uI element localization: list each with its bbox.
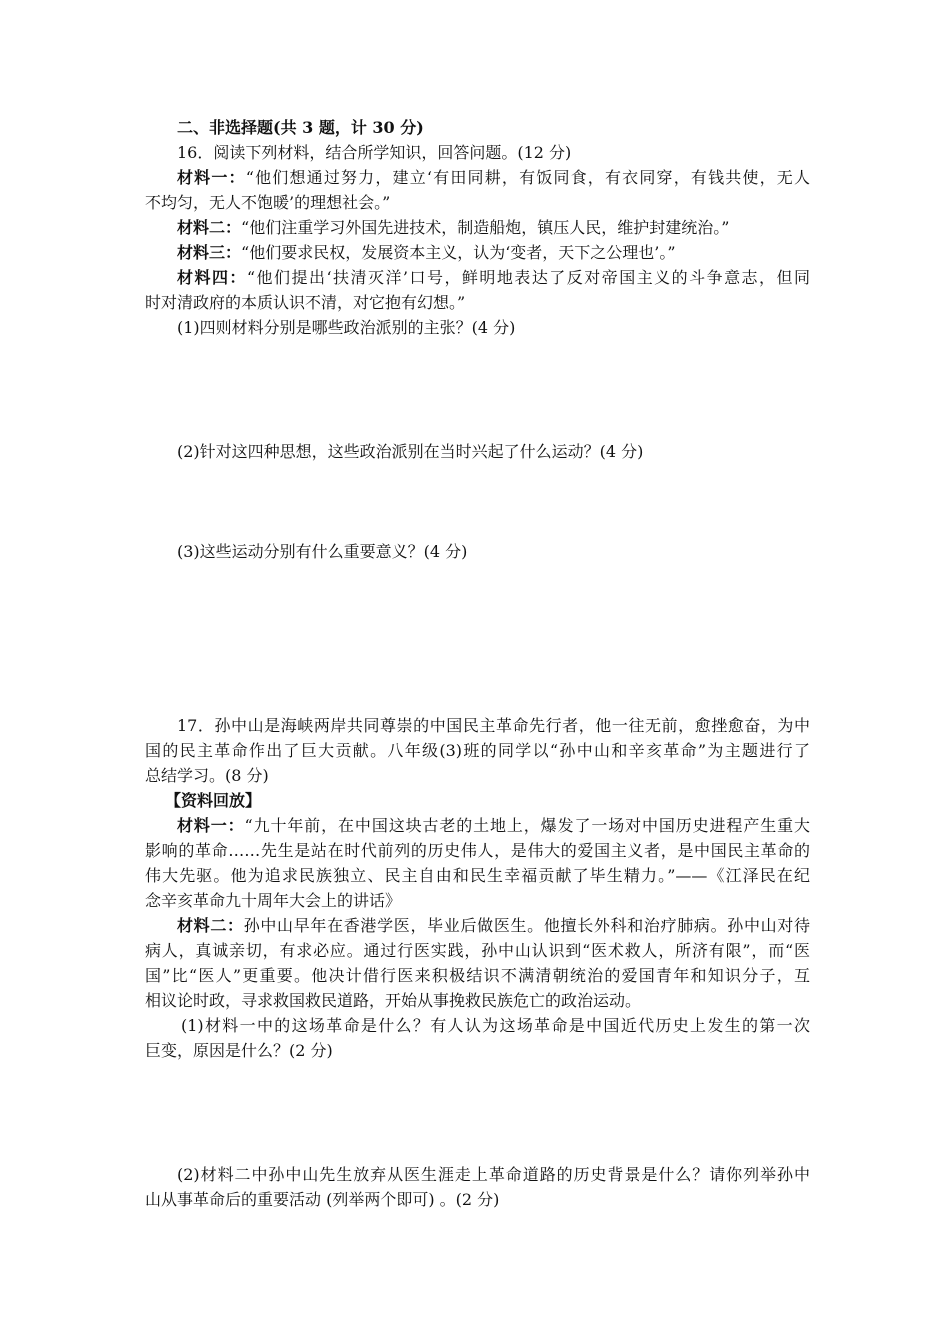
q17-heading: 【资料回放】	[165, 791, 262, 810]
q16-material-2	[145, 215, 729, 240]
q17-material-1-line1	[145, 813, 810, 838]
q17-material-2-label: 材料二：	[177, 916, 244, 935]
q17-sub-question-2-line2: 山从事革命后的重要活动 (列举两个即可) 。(2 分)	[145, 1190, 500, 1209]
q16-material-4-line2: 时对清政府的本质认识不清，对它抱有幻想。”	[145, 293, 466, 312]
q16-sub-question-1: (1)四则材料分别是哪些政治派别的主张？(4 分)	[177, 318, 516, 337]
q17-material-2-line3: 国”比“医人”更重要。他决计借行医来积极结识不满清朝统治的爱国青年和知识分子，互	[145, 966, 810, 985]
q16-material-4-line1	[145, 265, 810, 290]
q16-material-4-text: “他们提出‘扶清灭洋’口号，鲜明地表达了反对帝国主义的斗争意志，但同	[246, 268, 810, 287]
q16-material-1-text: “他们想通过努力，建立‘有田同耕，有饭同食，有衣同穿，有钱共使，无人	[245, 168, 810, 187]
q17-material-1-line2: 影响的革命……先生是站在时代前列的历史伟人，是伟大的爱国主义者，是中国民主革命的	[145, 841, 810, 860]
q16-material-1-label: 材料一：	[177, 168, 246, 187]
q17-material-2-line1	[145, 913, 810, 938]
q16-material-4-label: 材料四：	[177, 268, 247, 287]
q17-stem-line1: 17．孙中山是海峡两岸共同尊崇的中国民主革命先行者，他一往无前，愈挫愈奋，为中	[177, 716, 810, 735]
q17-material-1-line4: 念辛亥革命九十周年大会上的讲话》	[145, 891, 402, 910]
q17-sub-question-1-line2: 巨变，原因是什么？(2 分)	[145, 1041, 333, 1060]
q17-stem-line3: 总结学习。(8 分)	[145, 766, 269, 785]
q17-material-2-line2: 病人，真诚亲切，有求必应。通过行医实践，孙中山认识到“医术救人，所济有限”，而“医	[145, 941, 810, 960]
q17-sub-question-2-line1: (2)材料二中孙中山先生放弃从医生涯走上革命道路的历史背景是什么？请你列举孙中	[177, 1165, 810, 1184]
q16-material-3-text: “他们要求民权，发展资本主义，认为‘变者，天下之公理也’。”	[241, 243, 676, 262]
q16-stem: 16．阅读下列材料，结合所学知识，回答问题。(12 分)	[177, 143, 572, 162]
section-title: 二、非选择题(共 3 题，计 30 分)	[177, 118, 424, 137]
q17-material-1-line3: 伟大先驱。他为追求民族独立、民主自由和民生幸福贡献了毕生精力。”——《江泽民在纪	[145, 866, 810, 885]
q16-material-1-line2: 不均匀，无人不饱暖’的理想社会。”	[145, 193, 391, 212]
q17-material-1-label: 材料一：	[177, 816, 245, 835]
q17-sub-question-1-line1: (1)材料一中的这场革命是什么？有人认为这场革命是中国近代历史上发生的第一次	[181, 1016, 810, 1035]
q17-stem-line2: 国的民主革命作出了巨大贡献。八年级(3)班的同学以“孙中山和辛亥革命”为主题进行了	[145, 741, 810, 760]
q17-material-2-text: 孙中山早年在香港学医，毕业后做医生。他擅长外科和治疗肺病。孙中山对待	[243, 916, 810, 935]
q17-material-2-line4: 相议论时政，寻求救国救民道路，开始从事挽救民族危亡的政治运动。	[145, 991, 642, 1010]
q16-material-2-text: “他们注重学习外国先进技术，制造船炮，镇压人民，维护封建统治。”	[241, 218, 730, 237]
q16-material-3	[145, 240, 676, 265]
q16-sub-question-3: (3)这些运动分别有什么重要意义？(4 分)	[177, 542, 468, 561]
q16-sub-question-2: (2)针对这四种思想，这些政治派别在当时兴起了什么运动？(4 分)	[177, 442, 644, 461]
q17-material-1-text: “九十年前，在中国这块古老的土地上，爆发了一场对中国历史进程产生重大	[244, 816, 810, 835]
q16-material-2-label: 材料二：	[177, 218, 242, 237]
q16-material-3-label: 材料三：	[177, 243, 242, 262]
q16-material-1-line1	[145, 165, 810, 190]
